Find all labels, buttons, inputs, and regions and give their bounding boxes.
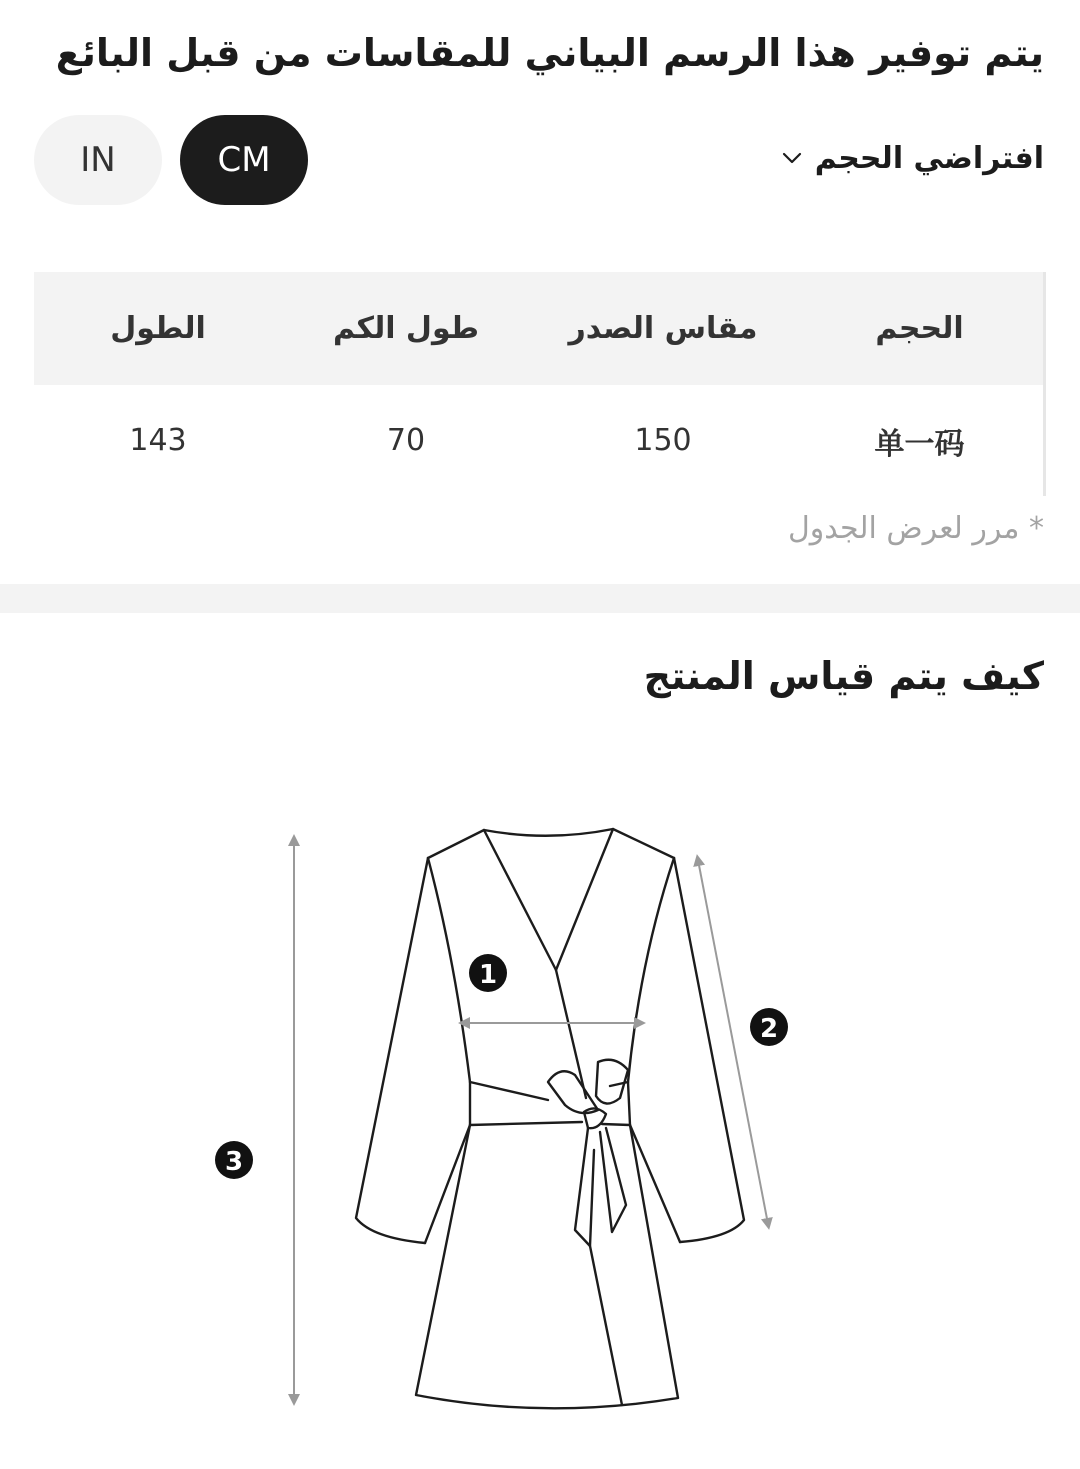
header-length: الطول (110, 311, 206, 346)
table-header-row (34, 272, 1043, 385)
unit-in-button[interactable]: IN (34, 115, 162, 205)
size-type-label: افتراضي الحجم (814, 140, 1044, 176)
section-divider (0, 584, 1080, 613)
size-chart-table[interactable] (34, 272, 1046, 496)
unit-cm-button[interactable]: CM (180, 115, 308, 205)
measurement-diagram (0, 760, 1080, 1469)
marker-1-label: 1 (478, 960, 498, 990)
cell-length: 143 (129, 423, 187, 458)
cell-sleeve-length: 70 (386, 423, 426, 458)
how-to-measure-title: كيف يتم قياس المنتج (643, 654, 1044, 698)
size-type-dropdown[interactable] (781, 134, 1044, 182)
scroll-hint: * مرر لعرض الجدول (787, 511, 1044, 546)
marker-2 (750, 1008, 788, 1046)
marker-3 (215, 1141, 253, 1179)
header-bust: مقاس الصدر (568, 311, 758, 346)
cell-bust: 150 (634, 423, 692, 458)
chevron-down-icon (781, 147, 803, 169)
page-title: يتم توفير هذا الرسم البياني للمقاسات من قبل البائع (55, 31, 1044, 75)
marker-1 (469, 954, 507, 992)
header-sleeve-length: طول الكم (332, 311, 480, 346)
header-size: الحجم (875, 311, 964, 346)
table-row (34, 385, 1043, 496)
cell-size: 单一码 (874, 426, 965, 462)
marker-3-label: 3 (224, 1147, 244, 1177)
marker-2-label: 2 (759, 1014, 779, 1044)
robe-illustration (356, 829, 744, 1408)
